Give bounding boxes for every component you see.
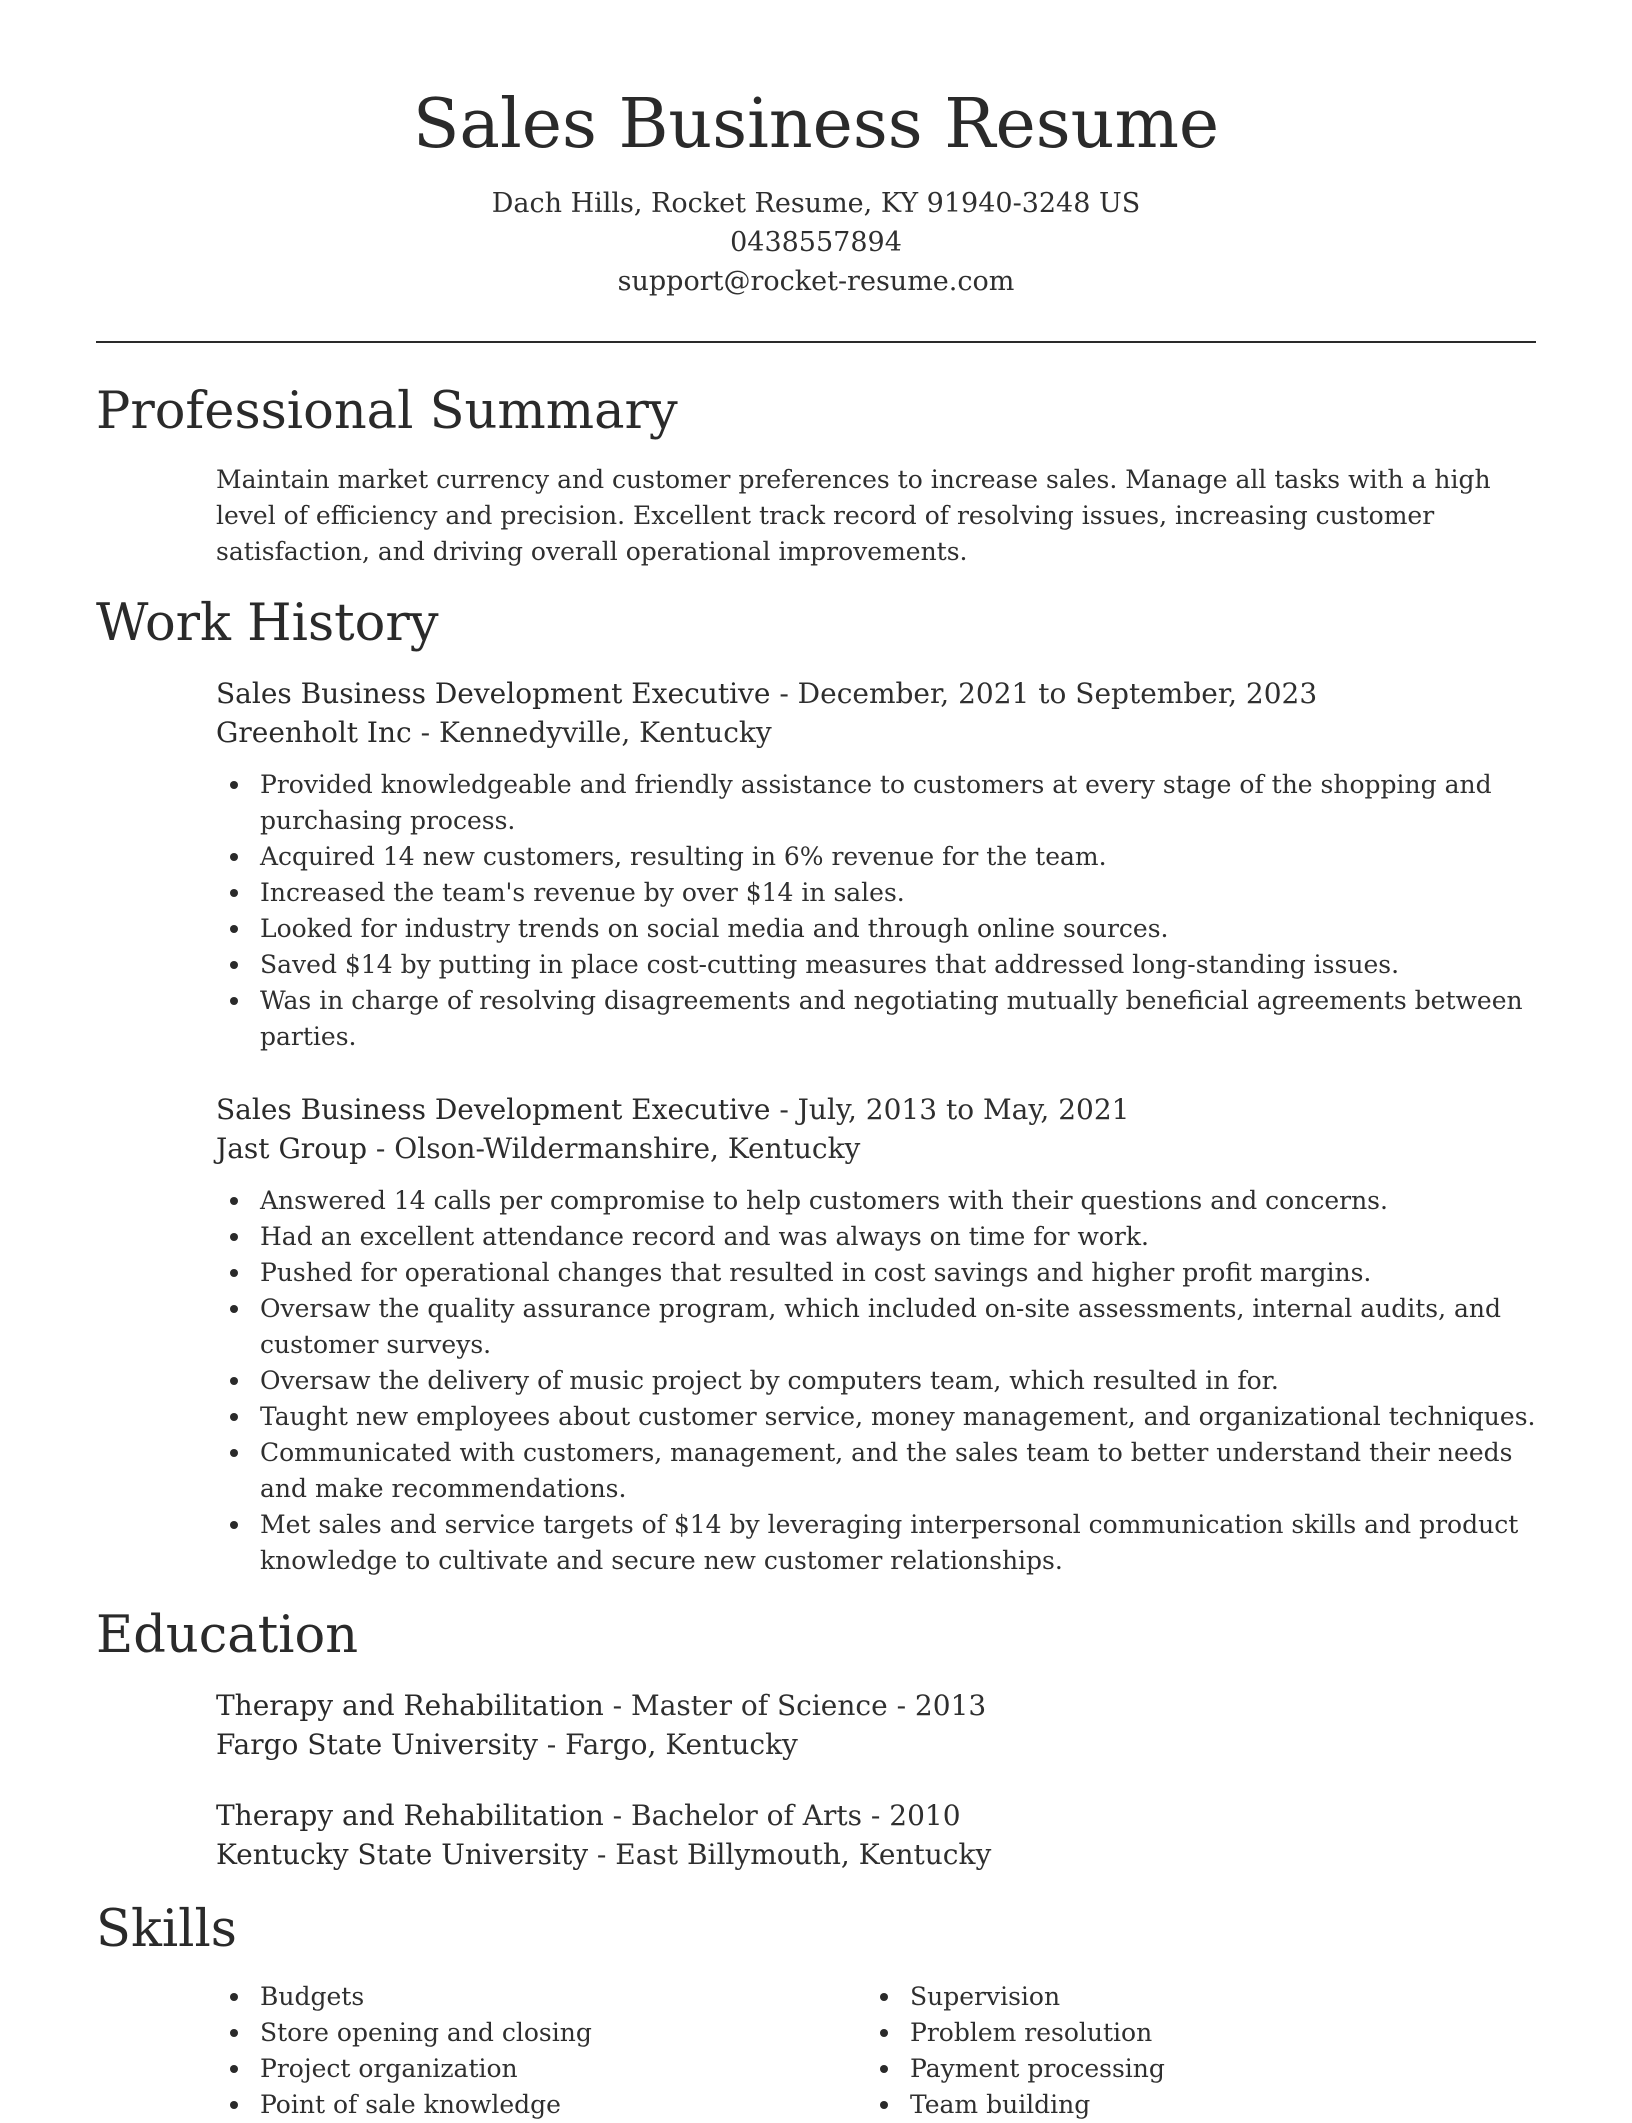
contact-phone: 0438557894 [730,227,902,258]
school-line [216,1725,1536,1764]
job-title-line [216,674,1536,713]
education-year: - 2013 [887,1689,987,1722]
skills-column-left [216,1979,836,2123]
job-company: Greenholt Inc [216,716,412,749]
skills-list [866,1979,1486,2123]
job-company: Jast Group [216,1132,368,1165]
skills-list [216,1979,836,2123]
job-location: - Olson-Wildermanshire, Kentucky [367,1132,861,1165]
job-dates: - July, 2013 to May, 2021 [770,1093,1130,1126]
summary-heading: Professional Summary [96,382,678,441]
skill-item: Budgets [216,1979,836,2015]
education-degree: - Bachelor of Arts [603,1799,863,1832]
contact-email[interactable]: support@rocket-resume.com [617,266,1015,297]
skill-item: Store opening and closing [216,2015,836,2051]
education-school: Fargo State University [216,1728,538,1761]
job-entry [216,674,1536,1055]
degree-line [216,1796,1536,1835]
skill-item: Point of sale knowledge [216,2087,836,2123]
list-item: Saved $14 by putting in place cost-cutting measures that addressed long-standing issues. [216,947,1536,983]
education-year: - 2010 [862,1799,961,1832]
list-item: Acquired 14 new customers, resulting in 6% revenue for the team. [216,839,1536,875]
education-location: - Fargo, Kentucky [537,1728,798,1761]
education-school: Kentucky State University [216,1838,589,1871]
skill-item: Team building [866,2087,1486,2123]
education-entry [216,1686,1536,1764]
skills-heading: Skills [96,1900,237,1959]
list-item: Oversaw the quality assurance program, which included on-site assessments, internal audits, and customer surveys. [216,1291,1536,1363]
list-item: Provided knowledgeable and friendly assistance to customers at every stage of the shopping and purchasing process. [216,767,1536,839]
skills-column-right [866,1979,1486,2123]
job-entry [216,1090,1536,1579]
list-item: Was in charge of resolving disagreements and negotiating mutually beneficial agreements between parties. [216,983,1536,1055]
education-location: - East Billymouth, Kentucky [588,1838,992,1871]
list-item: Met sales and service targets of $14 by leveraging interpersonal communication skills and product knowledge to cultivate and secure new customer relationships. [216,1507,1536,1579]
job-company-line [216,1129,1536,1168]
list-item: Pushed for operational changes that resulted in cost savings and higher profit margins. [216,1255,1536,1291]
contact-address: Dach Hills, Rocket Resume, KY 91940-3248 US [491,188,1141,219]
job-company-line [216,713,1536,752]
school-line [216,1835,1536,1874]
resume-header [96,80,1536,301]
list-item: Looked for industry trends on social media and through online sources. [216,911,1536,947]
resume-title: Sales Business Resume [412,85,1220,164]
list-item: Taught new employees about customer service, money management, and organizational techniques. [216,1399,1536,1435]
education-field: Therapy and Rehabilitation [216,1689,604,1722]
list-item: Had an excellent attendance record and was always on time for work. [216,1219,1536,1255]
list-item: Communicated with customers, management, and the sales team to better understand their needs and make recommendations. [216,1435,1536,1507]
list-item: Increased the team's revenue by over $14 in sales. [216,875,1536,911]
skill-item: Payment processing [866,2051,1486,2087]
job-title-line [216,1090,1536,1129]
degree-line [216,1686,1536,1725]
skill-item: Supervision [866,1979,1486,2015]
header-divider [96,341,1536,343]
job-location: - Kennedyville, Kentucky [411,716,772,749]
education-degree: - Master of Science [603,1689,888,1722]
education-field: Therapy and Rehabilitation [216,1799,604,1832]
summary-text: Maintain market currency and customer preferences to increase sales. Manage all tasks with a high level of efficiency and precision. Excellent track record of resolving issues, increasing customer satisfaction, and driving overall operational improvements. [216,465,1491,566]
job-bullet-list [216,1183,1536,1579]
job-role: Sales Business Development Executive [216,1093,771,1126]
education-heading: Education [96,1606,359,1665]
job-bullet-list [216,767,1536,1055]
education-entry [216,1796,1536,1874]
skill-item: Project organization [216,2051,836,2087]
list-item: Oversaw the delivery of music project by computers team, which resulted in for. [216,1363,1536,1399]
list-item: Answered 14 calls per compromise to help customers with their questions and concerns. [216,1183,1536,1219]
skill-item: Problem resolution [866,2015,1486,2051]
job-role: Sales Business Development Executive [216,677,771,710]
work-history-heading: Work History [96,594,439,653]
job-dates: - December, 2021 to September, 2023 [770,677,1318,710]
